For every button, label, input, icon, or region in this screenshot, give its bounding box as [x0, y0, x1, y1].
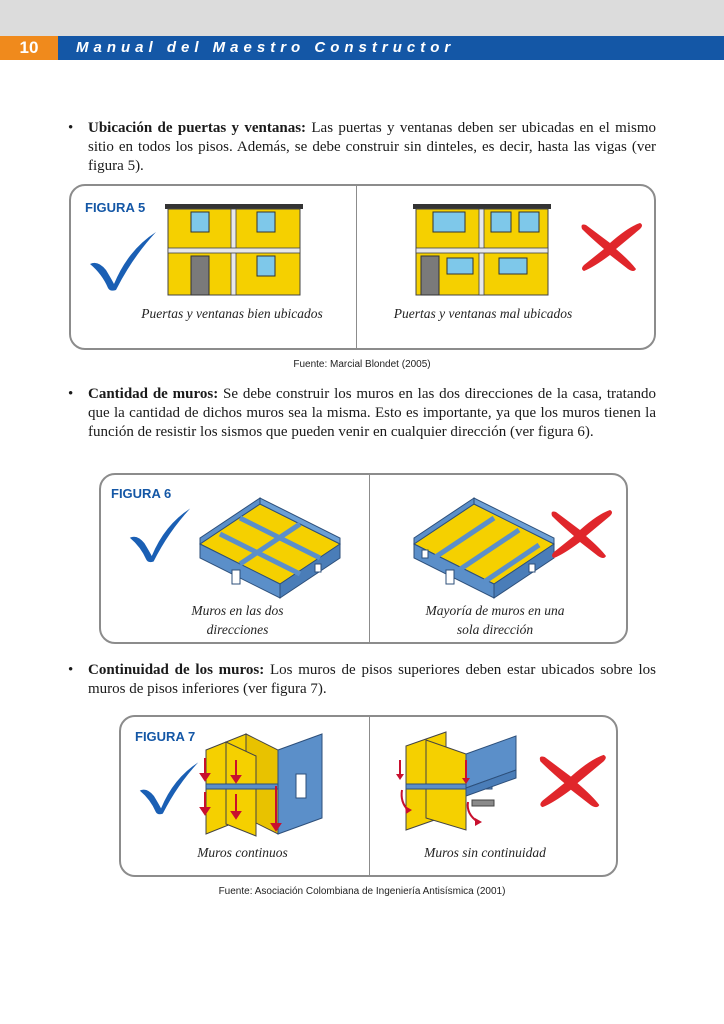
cross-icon [578, 221, 644, 273]
bullet: • [68, 386, 74, 402]
paragraph-heading: Continuidad de los muros: [88, 662, 265, 678]
cross-icon [536, 752, 608, 810]
paragraph-heading: Ubicación de puertas y ventanas: [88, 120, 307, 136]
figure-6-caption-right [380, 601, 610, 639]
bullet: • [68, 662, 74, 678]
figure-divider [369, 475, 370, 642]
figure-6-label: FIGURA 6 [111, 486, 172, 501]
caption-line: Mayoría de muros en una [425, 603, 565, 618]
page-number: 10 [0, 36, 58, 60]
figure-5-source: Fuente: Marcial Blondet (2005) [293, 359, 431, 370]
figure-5-label: FIGURA 5 [85, 200, 146, 215]
paragraph-heading: Cantidad de muros: [88, 386, 219, 402]
discontinuous-walls-illustration [396, 730, 526, 838]
figure-divider [356, 186, 357, 348]
figure-divider [369, 717, 370, 875]
top-band [0, 0, 724, 36]
caption-line: Muros en las dos [191, 603, 284, 618]
walls-one-direction-illustration [404, 488, 564, 600]
figure-7-caption-left: Muros continuos [197, 845, 288, 860]
cross-icon [548, 508, 614, 560]
figure-7-label: FIGURA 7 [135, 729, 196, 744]
house-poorly-placed-illustration [413, 204, 553, 296]
caption-line: sola dirección [456, 622, 534, 637]
continuous-walls-illustration [200, 730, 330, 838]
paragraph-continuidad-muros [68, 661, 656, 699]
house-well-placed-illustration [165, 204, 305, 296]
paragraph-text: Los muros de pisos superiores deben estar ubicados sobre los muros de pisos inferiores (ver figura 7). [88, 662, 656, 697]
header-title: Manual del Maestro Constructor [76, 39, 456, 56]
figure-5-caption-right: Puertas y ventanas mal ubicados [393, 306, 573, 321]
paragraph-ubicacion [68, 119, 656, 176]
paragraph-cantidad-muros [68, 385, 656, 442]
bullet: • [68, 120, 74, 136]
checkmark-icon [128, 506, 192, 564]
checkmark-icon [88, 230, 158, 292]
caption-line: direcciones [206, 622, 269, 637]
figure-6-caption-left [140, 601, 335, 639]
figure-5-caption-left: Puertas y ventanas bien ubicados [141, 306, 323, 321]
figure-7-source: Fuente: Asociación Colombiana de Ingeniería Antisísmica (2001) [218, 886, 506, 897]
walls-two-directions-illustration [190, 488, 350, 600]
figure-7-caption-right: Muros sin continuidad [424, 845, 546, 860]
paragraph-text: Se debe construir los muros en las dos direcciones de la casa, tratando que la cantidad de dichos muros sea la misma. Esto es importante, ya que los muros tienen la función de resistir los sismos que pueden venir en cualquier dirección (ver figura 6). [88, 386, 656, 440]
checkmark-icon [138, 760, 200, 816]
paragraph-text: Las puertas y ventanas deben ser ubicadas en el mismo sitio en todos los pisos. Además, se debe construir sin dinteles, es decir, hasta las vigas (ver figura 5). [88, 120, 657, 174]
